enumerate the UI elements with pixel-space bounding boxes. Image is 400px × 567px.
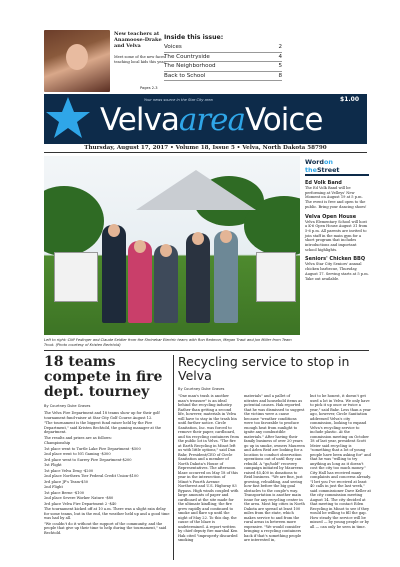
- price: $1.00: [340, 96, 359, 103]
- star-logo-icon: [44, 94, 92, 142]
- section-divider: [44, 350, 369, 351]
- story2-headline[interactable]: Recycling service to stop in Velva: [178, 354, 350, 383]
- sidebar-item-head: Velva Open House: [305, 213, 357, 220]
- story2-columns: [178, 394, 371, 543]
- story2-column: materials" and a pallet of nitrates and household items as potential causes. Hak reported that he was dismissed to suggest the victims were a cause because "weather conditions were too favorable to produce enough heat from sunlight to ignite any combustible materials." After having their family business of over 20 years go up in smoke, owners Maureen and Arlen Reid are looking for a location to conduct observation operations out of until they can rebuild. A "go/hold" recovery campaign initiated by Maureens raised $5,400 in donations to Reid business. "We are fine, just growing, rebuilding, and seeing how fast before the big goal obstacles to the couple's way. Transportation is another main issue for any recycling center in the area. Most big cities in North Dakota are spread at least 100 miles from the state, which makes service to and from the rural areas in between more expensive. "We would consider bringing a recycling containers back if that's something people are interested in,: [244, 394, 305, 542]
- word-on-the-street: [305, 158, 369, 338]
- inside-title: Inside this issue:: [164, 34, 224, 41]
- story1-byline: By Courtney Duke Graves: [44, 404, 91, 408]
- sidebar-item-head: Ed Volk Band: [305, 180, 342, 186]
- inside-item-neighborhood[interactable]: The Neighborhood 5: [164, 62, 282, 72]
- sidebar-item-head: Seniors' Chicken BBQ: [305, 256, 366, 263]
- lead-photo[interactable]: [44, 156, 300, 335]
- sidebar-item-text: Velva Star City Seniors' annual chicken barbecue, Thursday, August 17. Serving starts at 5 p.m. Take out available.: [305, 262, 369, 281]
- teaser-subtext: Meet some of the new faces teaching local kids this year.: [114, 55, 166, 64]
- story1-headline[interactable]: 18 teams compete in fire dept. tourney: [44, 354, 163, 400]
- story2-byline: By Courtney Duke Graves: [178, 387, 225, 391]
- teaser-photo[interactable]: [44, 30, 110, 92]
- masthead: [44, 94, 367, 144]
- sidebar-title: Wordon theStreet: [305, 158, 369, 176]
- story-fire-tourney: [44, 355, 170, 536]
- inside-this-issue: [164, 34, 282, 92]
- top-section: [0, 0, 400, 95]
- inside-item-countryside[interactable]: The Countryside 4: [164, 53, 282, 63]
- teaser-headline[interactable]: New teachers at Anamoose-Drake and Velva: [114, 31, 162, 49]
- sidebar-item-text: Velva Elementary School will host a K-6 Open House August 31 from 5-6 p.m. All parents are invited to join staff in the main gym for a short program that includes introductions and important school highlights.: [305, 219, 368, 252]
- inside-item-voices[interactable]: Voices 2: [164, 43, 282, 53]
- teaser-page-ref: Pages 2-3: [140, 86, 158, 90]
- story-recycling: [178, 355, 371, 543]
- photo-caption: Left to right: Cliff Fedinger and Claude Seidler from the Shrinekar Electric team; with Ron Redmon, Megan Traut and Jon Miller from Team Trout. (Photo courtesy of Kristen Bechtold): [44, 338, 292, 347]
- newspaper-title: VelvaareaVoice: [100, 102, 323, 138]
- column-divider: [173, 355, 174, 560]
- teacher-face: [66, 44, 88, 70]
- masthead-tagline: Your news source in the Star City area: [144, 98, 213, 102]
- inside-item-back-to-school[interactable]: Back to School 8: [164, 72, 282, 82]
- sidebar-item-text: The Ed Volk Band will be performing at Velleys' New Moment on August 19 at 5 p.m. The event is free and open to the public. Bring your dancing shoes!: [305, 186, 367, 209]
- story2-column: but to be honest, it doesn't get used a lot in Velva. We only have to pick it up once or twice a year," said Bahr. Less than a year ago, however, Circle Sanitation addressed Velva's city commission, looking to expand Velva's recycling service to include plastic. At the commission meeting on October 18 of last year, president Scott Meier said recycling is "something that a lot of young people have been asking for" and that he was "willing to try anything as long as it doesn't cost the city too much money." City Hall has received many complaints and concerns already. "I bet you I've received at least 40 calls in just the last week," said commissioner Dave Keller at the city commission meeting August 14. The city decided at that meeting to contact Eden Recycling in Minot to see if they would be willing to fill the gap. How steady the service will be missed — by young people or by all — can only be seen in time.: [310, 394, 371, 529]
- dateline: Thursday, August 17, 2017 • Volume 18, Issue 5 • Velva, North Dakota 58790: [44, 145, 367, 153]
- story1-body: The Velva Fire Department and 18 teams show up for their golf tournament fund-raiser at Star City Golf Course August 12. "The tournament is the biggest fund raiser held by the Fire Department," said Kristen Bechtold, the gaming manager at the department. The results and prizes are as follows: Championship 1st place went to Turtle Lake Fire Department -$500 2nd place went to NG Gaming -$300 3rd place went to Surrey Fire Department-$200 1st Flight 1st place Velva Drug -$200 2nd place Northern Tier Federal Credit Union-$100 3rd place JP's Team-$50 2nd Flight 1st place Berne -$100 2nd place Severe Worker Nature -$80 3rd place Velva Fire Department 2 -$40 The tournament kicked off at 10 a.m. There was a slight rain delay for some teams, but in the end, the weather held up and a good time was had by all. "We couldn't do it without the support of the community, and the people that give up their time to help during the tournament," said Bechtold.: [44, 411, 170, 535]
- story2-column: "One man's trash is another man's treasure" is an ideal behind the recycling industry. Rather than getting a second life, however, materials in Velva will have to stay in the trash bin until further notice. Circle Sanitation, Inc. was forced to remove their paper, cardboard, and tin recycling containers from the public lot in Velva. "The fire at Earth Recycling in Minot left us with little options," said Dan Bahr, President/CEO of Circle Sanitation and a member of North Dakota's House of Representatives. The afternoon blaze occurred on May 18 of this year in the intersection of Minot's Fourth Avenue Northwest and U.S. Highway 83 Bypass. High winds coupled with large amounts of paper and cardboard at the site made for the ultimate kindling; the fire grew rapidly and continued to smoke and flare up until the night of May 22. To this day, the cause of the blaze is undetermined. A report written by chief deputy fire marshal Ken Hak cited "improperly discarded smoking: [178, 394, 239, 542]
